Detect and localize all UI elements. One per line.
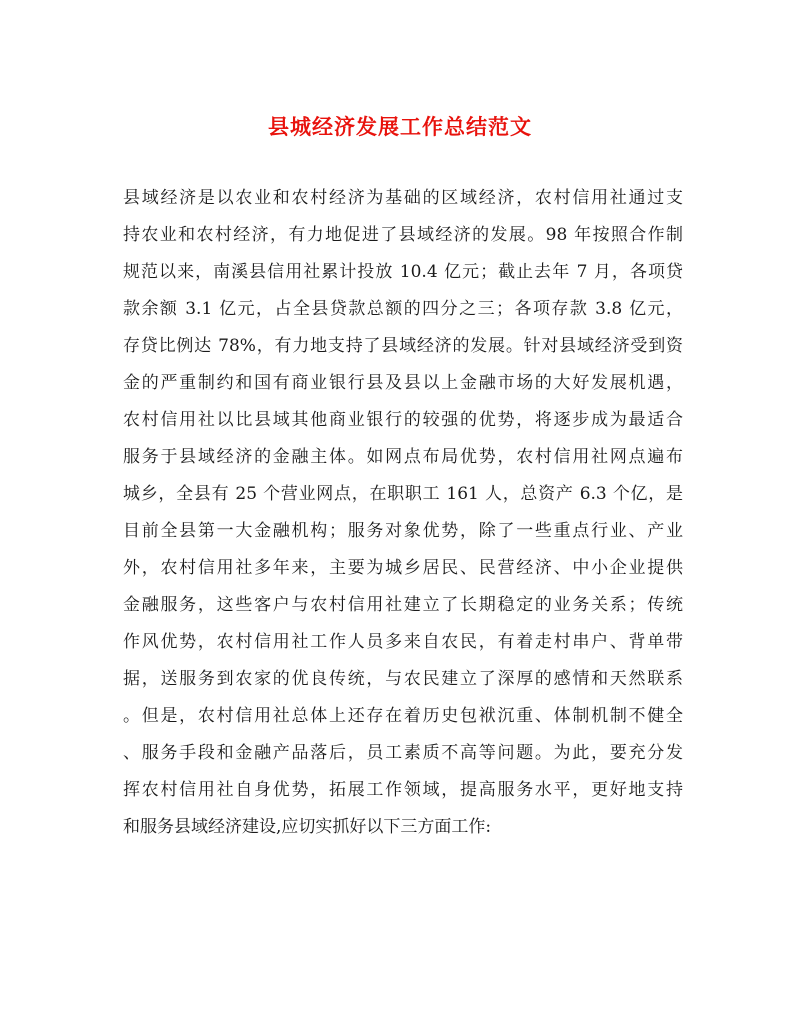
paragraph-line: 持农业和农村经济，有力地促进了县域经济的发展。98 年按照合作制: [123, 225, 683, 245]
paragraph-line: 县域经济是以农业和农村经济为基础的区域经济，农村信用社通过支: [123, 188, 683, 208]
paragraph-line: 挥农村信用社自身优势，拓展工作领域，提高服务水平，更好地支持: [123, 780, 683, 800]
paragraph-line: 作风优势，农村信用社工作人员多来自农民，有着走村串户、背单带: [123, 632, 683, 652]
paragraph-line: 规范以来，南溪县信用社累计投放 10.4 亿元；截止去年 7 月，各项贷: [123, 262, 683, 282]
body-paragraph: [123, 180, 683, 846]
paragraph-line: 金融服务，这些客户与农村信用社建立了长期稳定的业务关系；传统: [123, 595, 683, 615]
paragraph-line: 目前全县第一大金融机构；服务对象优势，除了一些重点行业、产业: [123, 521, 683, 541]
document-title: 县城经济发展工作总结范文: [268, 114, 532, 139]
paragraph-line: 城乡，全县有 25 个营业网点，在职职工 161 人，总资产 6.3 个亿，是: [123, 484, 683, 504]
paragraph-line: 存贷比例达 78%，有力地支持了县域经济的发展。针对县域经济受到资: [123, 336, 683, 356]
paragraph-line: 金的严重制约和国有商业银行县及县以上金融市场的大好发展机遇，: [123, 373, 683, 393]
paragraph-line: 据，送服务到农家的优良传统，与农民建立了深厚的感情和天然联系: [123, 669, 683, 689]
paragraph-line: 款余额 3.1 亿元，占全县贷款总额的四分之三；各项存款 3.8 亿元，: [123, 299, 683, 319]
paragraph-line: 。但是，农村信用社总体上还存在着历史包袱沉重、体制机制不健全: [123, 706, 683, 726]
paragraph-line: 外，农村信用社多年来，主要为城乡居民、民营经济、中小企业提供: [123, 558, 683, 578]
paragraph-line: 服务于县域经济的金融主体。如网点布局优势，农村信用社网点遍布: [123, 447, 683, 467]
paragraph-line: 和服务县域经济建设,应切实抓好以下三方面工作:: [123, 817, 492, 837]
paragraph-line: 、服务手段和金融产品落后，员工素质不高等问题。为此，要充分发: [123, 743, 683, 763]
paragraph-line: 农村信用社以比县域其他商业银行的较强的优势，将逐步成为最适合: [123, 410, 683, 430]
